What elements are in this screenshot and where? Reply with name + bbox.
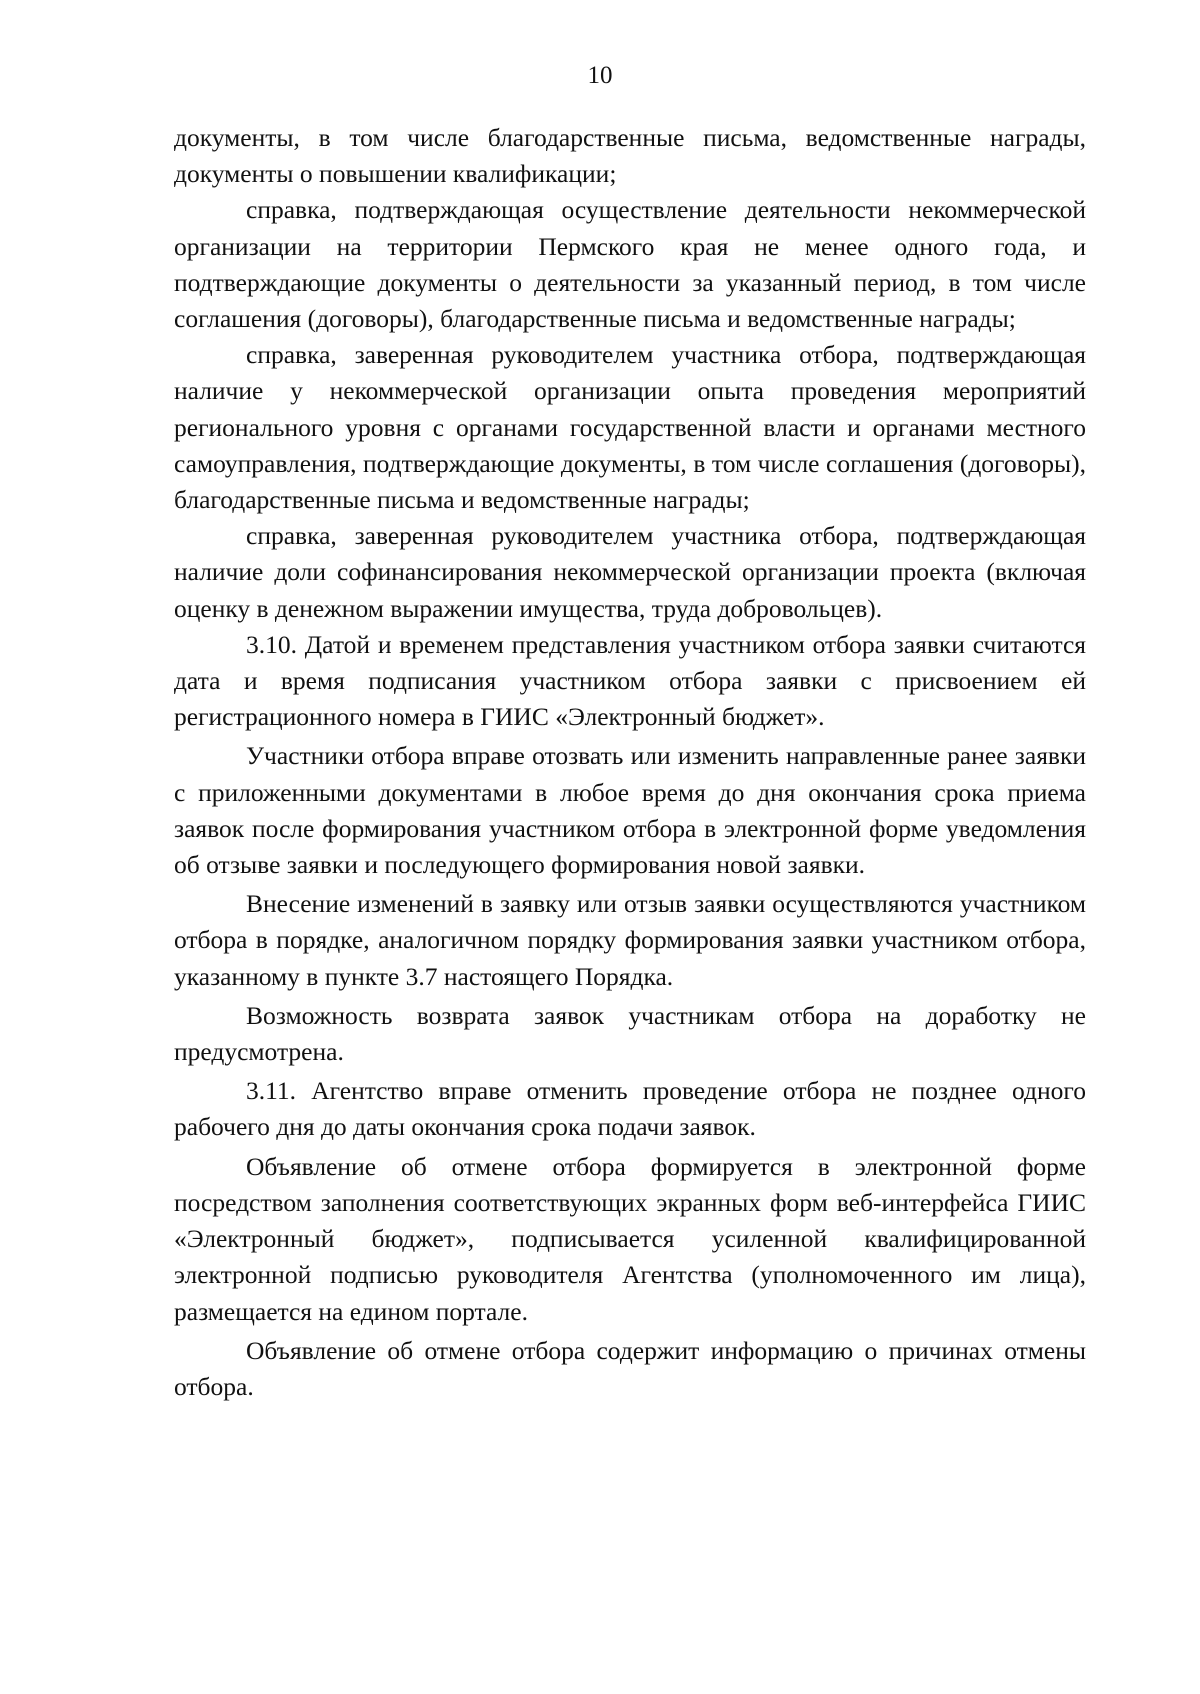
paragraph-clause-3-11: 3.11. Агентство вправе отменить проведение отбора не позднее одного рабочего дня до даты окончания срока подачи заявок. [174, 1076, 1086, 1142]
paragraph-changes-to-application: Внесение изменений в заявку или отзыв заявки осуществляются участником отбора в порядке, аналогичном порядку формирования заявки участником отбора, указанному в пункте 3.7 настоящего Порядка. [174, 889, 1086, 991]
paragraph-certificate-cofinancing: справка, заверенная руководителем участника отбора, подтверждающая наличие доли софинансирования некоммерческой организации проекта (включая оценку в денежном выражении имущества, труда добровольцев). [174, 521, 1086, 623]
paragraph-documents-awards: документы, в том числе благодарственные письма, ведомственные награды, документы о повышении квалификации; [174, 123, 1086, 189]
page-number: 10 [587, 62, 613, 89]
paragraph-certificate-experience: справка, заверенная руководителем участника отбора, подтверждающая наличие у некоммерческой организации опыта проведения мероприятий регионального уровня с органами государственной власти и органами местного самоуправления, подтверждающие документы, в том числе соглашения (договоры), благодарственные письма и ведомственные награды; [174, 340, 1086, 515]
paragraph-cancellation-announcement: Объявление об отмене отбора формируется в электронной форме посредством заполнения соответствующих экранных форм веб-интерфейса ГИИС «Электронный бюджет», подписывается усиленной квалифицированной электронной подписью руководителя Агентства (уполномоченного им лица), размещается на едином портале. [174, 1151, 1086, 1326]
paragraph-no-return: Возможность возврата заявок участникам отбора на доработку не предусмотрена. [174, 1000, 1086, 1067]
body-text [174, 120, 1086, 1405]
paragraph-withdraw-application: Участники отбора вправе отозвать или изменить направленные ранее заявки с приложенными документами в любое время до дня окончания срока приема заявок после формирования участником отбора в электронной форме уведомления об отзыве заявки и последующего формирования новой заявки. [174, 741, 1086, 880]
paragraph-clause-3-10: 3.10. Датой и временем представления участником отбора заявки считаются дата и время подписания участником отбора заявки с присвоением ей регистрационного номера в ГИИС «Электронный бюджет». [174, 629, 1086, 732]
paragraph-cancellation-reasons: Объявление об отмене отбора содержит информацию о причинах отмены отбора. [174, 1335, 1086, 1401]
paragraph-certificate-activity: справка, подтверждающая осуществление деятельности некоммерческой организации на территории Пермского края не менее одного года, и подтверждающие документы о деятельности за указанный период, в том числе соглашения (договоры), благодарственные письма и ведомственные награды; [174, 195, 1086, 334]
